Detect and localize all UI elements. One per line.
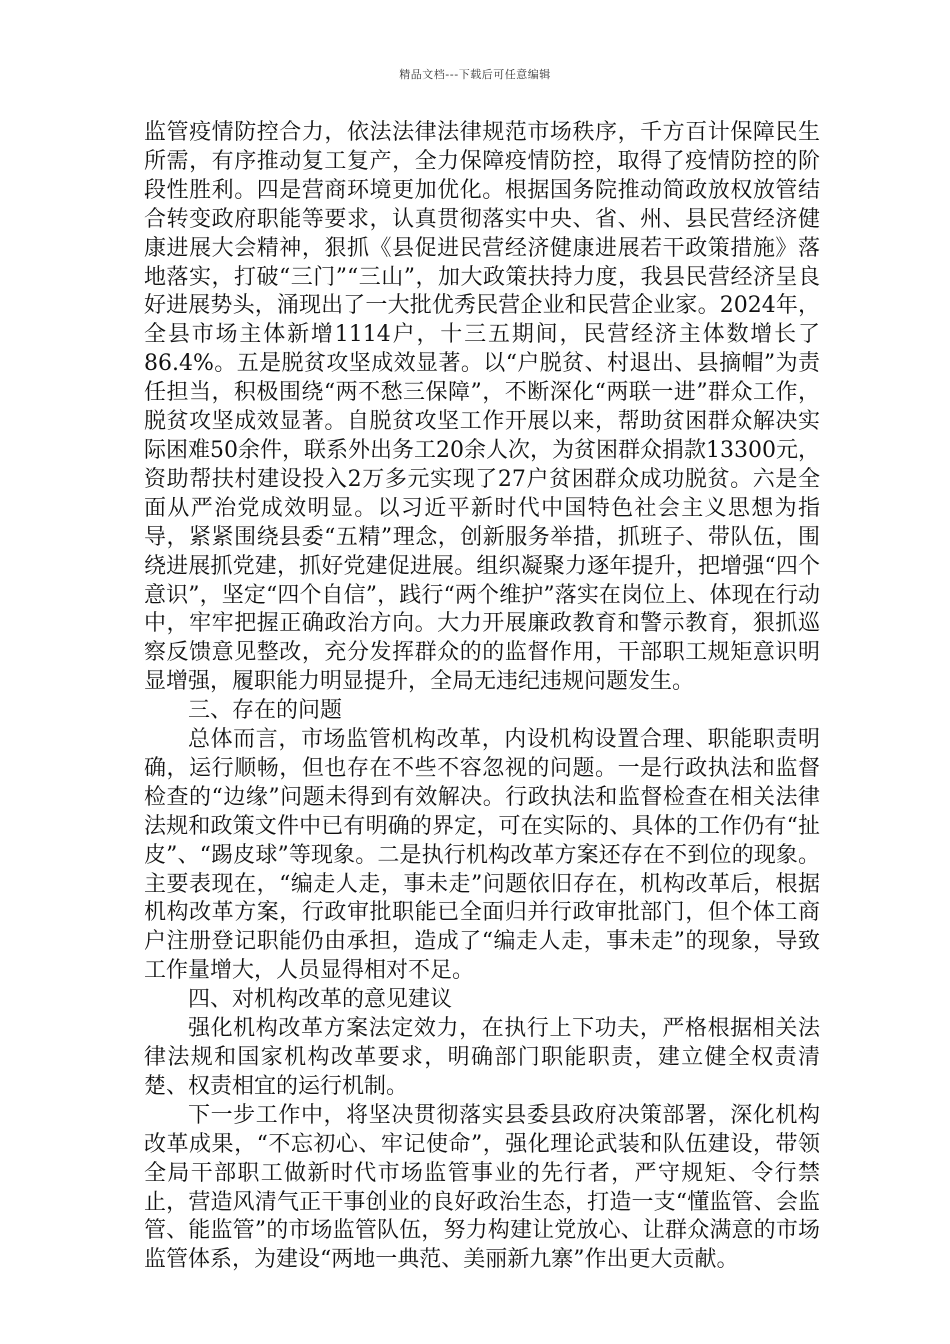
section-heading-suggestions: 四、对机构改革的意见建议 <box>188 987 453 1013</box>
page-header: 精品文档---下载后可任意编辑 <box>399 68 551 81</box>
paragraph-continuation: 监管疫情防控合力，依法法律法律规范市场秩序，千方百计保障民生所需，有序推动复工复产，全力保障疫情防控，取得了疫情防控的阶段性胜利。四是营商环境更加优化。根据国务院推动简政放权放管结合转变政府职能等要求，认真贯彻落实中央、省、州、县民营经济健康进展大会精神，狠抓《县促进民营经济健康进展若干政策措施》落地落实，打破“三门”“三山”，加大政策扶持力度，我县民营经济呈良好进展势头，涌现出了一大批优秀民营企业和民营企业家。2024年，全县市场主体新增1114户，十三五期间，民营经济主体数增长了86.4%。五是脱贫攻坚成效显著。以“户脱贫、村退出、县摘帽”为责任担当，积极围绕“两不愁三保障”，不断深化“两联一进”群众工作，脱贫攻坚成效显著。自脱贫攻坚工作开展以来，帮助贫困群众解决实际困难50余件，联系外出务工20余人次，为贫困群众捐款13300元，资助帮扶村建设投入2万多元实现了27户贫困群众成功脱贫。六是全面从严治党成效明显。以习近平新时代中国特色社会主义思想为指导，紧紧围绕县委“五精”理念，创新服务举措，抓班子、带队伍，围绕进展抓党建，抓好党建促进展。组织凝聚力逐年提升，把增强“四个意识”，坚定“四个自信”，践行“两个维护”落实在岗位上、体现在行动中，牢牢把握正确政治方向。大力开展廉政教育和警示教育，狠抓巡察反馈意见整改，充分发挥群众的的监督作用，干部职工规矩意识明显增强，履职能力明显提升，全局无违纪违规问题发生。 <box>144 120 820 695</box>
paragraph-suggestions: 强化机构改革方案法定效力，在执行上下功夫，严格根据相关法律法规和国家机构改革要求，明确部门职能职责，建立健全权责清楚、权责相宜的运行机制。 <box>144 1016 820 1099</box>
document-body <box>144 119 820 1275</box>
section-heading-problems: 三、存在的问题 <box>188 698 343 724</box>
paragraph-problems: 总体而言，市场监管机构改革，内设机构设置合理、职能职责明确，运行顺畅，但也存在不些不容忽视的问题。一是行政执法和监督检查的“边缘”问题未得到有效解决。行政执法和监督检查在相关法律法规和政策文件中已有明确的界定，可在实际的、具体的工作仍有“扯皮”、“踢皮球”等现象。二是执行机构改革方案还存在不到位的现象。主要表现在，“编走人走，事未走”问题依旧存在，机构改革后，根据机构改革方案，行政审批职能已全面归并行政审批部门，但个体工商户注册登记职能仍由承担，造成了“编走人走，事未走”的现象，导致工作量增大，人员显得相对不足。 <box>144 727 820 984</box>
paragraph-next-steps: 下一步工作中，将坚决贯彻落实县委县政府决策部署，深化机构改革成果，“不忘初心、牢记使命”，强化理论武装和队伍建设，带领全局干部职工做新时代市场监管事业的先行者，严守规矩、令行禁止，营造风清气正干事创业的良好政治生态，打造一支“懂监管、会监管、能监管”的市场监管队伍，努力构建让党放心、让群众满意的市场监管体系，为建设“两地一典范、美丽新九寨”作出更大贡献。 <box>144 1102 820 1273</box>
